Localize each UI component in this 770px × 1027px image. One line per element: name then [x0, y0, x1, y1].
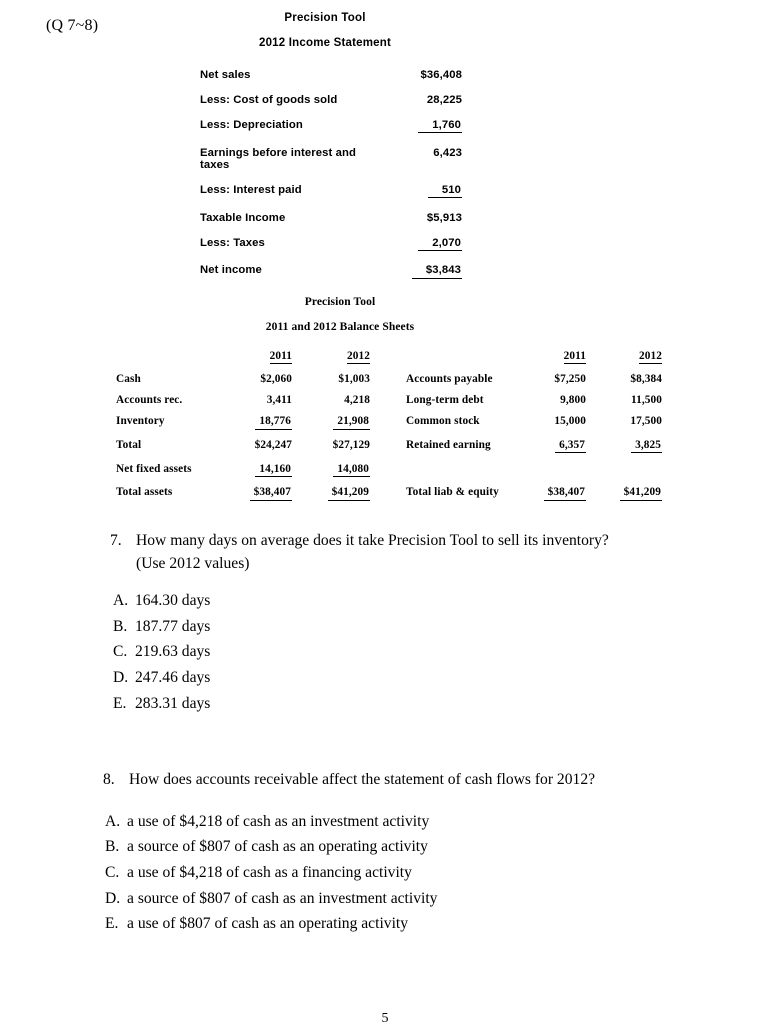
asset-label: Cash — [116, 372, 141, 385]
option-row[interactable] — [113, 670, 770, 686]
income-statement-row — [200, 62, 462, 87]
income-statement-value-text: 1,760 — [418, 119, 462, 134]
income-statement-row — [200, 87, 462, 112]
question-7-text: How many days on average does it take Precision Tool to sell its inventory? — [136, 532, 609, 549]
option-letter: D. — [113, 669, 129, 686]
option-row[interactable] — [113, 619, 770, 635]
income-statement-row-label: Less: Depreciation — [200, 118, 303, 131]
liability-2011-value — [510, 482, 586, 506]
income-statement-value-text: 28,225 — [426, 93, 462, 106]
income-statement-value-text: 2,070 — [418, 237, 462, 252]
asset-label: Total assets — [116, 486, 173, 499]
income-statement-row-value — [380, 140, 462, 177]
income-statement-value-text: 6,423 — [433, 146, 462, 159]
balance-sheet-row — [116, 434, 662, 458]
asset-2012-value-text: 14,080 — [333, 463, 370, 478]
option-row[interactable] — [105, 865, 770, 881]
asset-2012-value-text: 21,908 — [333, 415, 370, 430]
asset-2012-value — [292, 458, 370, 482]
assets-2011-header-text: 2011 — [269, 349, 292, 362]
option-letter: E. — [113, 694, 127, 712]
option-text: a source of $807 of cash as an operating activity — [127, 838, 428, 856]
option-letter: B. — [113, 617, 128, 635]
income-statement-row-value — [380, 258, 462, 286]
asset-2011-value: 3,411 — [266, 393, 292, 406]
liability-2011-value-text: $38,407 — [544, 486, 586, 501]
column-gap — [370, 345, 406, 368]
question-7-heading — [110, 530, 730, 553]
option-text: 164.30 days — [135, 592, 211, 610]
income-statement-row-value — [380, 62, 462, 87]
liability-2012-value-text: $41,209 — [620, 486, 662, 501]
question-7-subtext: (Use 2012 values) — [136, 554, 250, 572]
asset-label: Net fixed assets — [116, 462, 192, 475]
column-gap — [370, 368, 406, 389]
balance-sheet-row — [116, 458, 662, 482]
asset-label: Accounts rec. — [116, 393, 183, 406]
asset-2011-value-text: $38,407 — [250, 486, 292, 501]
option-row[interactable] — [113, 644, 770, 660]
income-statement-row-value — [380, 205, 462, 230]
income-statement-row-label: Net sales — [200, 68, 251, 81]
option-letter: B. — [105, 838, 120, 856]
column-gap — [370, 434, 406, 458]
liability-label: Retained earning — [406, 438, 491, 451]
income-statement-row — [200, 177, 462, 205]
asset-2011-value — [214, 482, 292, 506]
income-statement-row-label: Less: Cost of goods sold — [200, 93, 338, 106]
column-gap — [370, 389, 406, 410]
liability-2012-value-text: 3,825 — [631, 439, 662, 454]
option-row[interactable] — [113, 593, 770, 609]
question-set-label: (Q 7~8) — [46, 17, 99, 34]
option-text: a use of $4,218 of cash as an investment activity — [127, 812, 430, 830]
question-7-subtext-wrap — [110, 553, 730, 576]
income-statement-row-value — [380, 230, 462, 258]
option-row[interactable] — [113, 696, 770, 712]
option-letter: C. — [113, 643, 128, 661]
balance-sheet-block — [0, 296, 770, 505]
asset-2011-value — [214, 411, 292, 435]
income-statement-row-label: Taxable Income — [200, 211, 286, 224]
liability-label: Total liab & equity — [406, 486, 499, 499]
liability-2012-value — [586, 434, 662, 458]
option-letter: A. — [113, 592, 129, 610]
questions-block — [0, 530, 770, 942]
income-statement-row — [200, 205, 462, 230]
asset-2012-value — [292, 482, 370, 506]
option-row[interactable] — [105, 916, 770, 932]
asset-2012-value: $27,129 — [332, 438, 370, 451]
balance-sheet-row — [116, 389, 662, 410]
option-text: 283.31 days — [135, 694, 211, 712]
column-gap — [370, 411, 406, 435]
option-letter: C. — [105, 863, 120, 881]
column-gap — [370, 458, 406, 482]
asset-label: Total — [116, 438, 142, 451]
liabilities-2012-header-text: 2012 — [639, 349, 662, 362]
assets-header-spacer — [116, 345, 214, 368]
income-statement-row-value — [380, 112, 462, 140]
question-8-heading — [103, 769, 733, 792]
income-statement-row — [200, 230, 462, 258]
liability-2012-value: $8,384 — [630, 372, 662, 385]
balance-sheet-row — [116, 411, 662, 435]
asset-2012-value: 4,218 — [344, 393, 370, 406]
liability-2011-value: 9,800 — [560, 393, 586, 406]
balance-sheet-title: 2011 and 2012 Balance Sheets — [265, 321, 415, 333]
liability-label: Accounts payable — [406, 372, 493, 385]
income-statement-row — [200, 140, 462, 177]
income-statement-row-value — [380, 177, 462, 205]
option-text: a use of $4,218 of cash as a financing activity — [127, 863, 412, 881]
asset-2012-value: $1,003 — [338, 372, 370, 385]
liability-2011-value — [510, 458, 586, 482]
asset-2011-value-text: 18,776 — [255, 415, 292, 430]
liability-label: Common stock — [406, 415, 480, 428]
income-statement-value-text: $5,913 — [426, 211, 462, 224]
income-statement-row-label: Earnings before interest and taxes — [200, 146, 356, 171]
question-8-text: How does accounts receivable affect the statement of cash flows for 2012? — [129, 771, 596, 789]
assets-2012-header-text: 2012 — [347, 349, 370, 362]
balance-sheet-header-row — [116, 345, 662, 368]
income-statement-value-text: 510 — [428, 184, 462, 199]
income-statement-row — [200, 112, 462, 140]
question-8-number: 8. — [103, 771, 115, 789]
asset-2011-value: $24,247 — [254, 438, 292, 451]
liabilities-2012-header — [586, 345, 662, 368]
page-number: 5 — [381, 1011, 389, 1026]
option-row[interactable] — [105, 814, 770, 830]
liabilities-2011-header-text: 2011 — [563, 349, 586, 362]
assets-2011-header — [214, 345, 292, 368]
liability-2011-value — [510, 434, 586, 458]
liability-2012-value — [586, 482, 662, 506]
liability-label: Long-term debt — [406, 393, 484, 406]
liability-2011-value: $7,250 — [554, 372, 586, 385]
option-text: 219.63 days — [135, 643, 211, 661]
question-8-options — [105, 814, 770, 932]
income-statement-value-text: $3,843 — [412, 264, 462, 279]
liability-2011-value: 15,000 — [554, 415, 586, 428]
liabilities-2011-header — [510, 345, 586, 368]
question-7-options — [113, 593, 770, 711]
option-text: 247.46 days — [135, 669, 211, 686]
option-text: a use of $807 of cash as an operating activity — [127, 915, 409, 933]
income-statement-row — [200, 258, 462, 286]
option-row[interactable] — [105, 891, 770, 907]
balance-sheet-row — [116, 482, 662, 506]
liabilities-header-spacer — [406, 345, 510, 368]
asset-2012-value-text: $41,209 — [328, 486, 370, 501]
question-8-block — [0, 769, 770, 932]
question-7-block — [0, 530, 770, 711]
income-statement-title: 2012 Income Statement — [258, 37, 392, 49]
income-statement-row-value — [380, 87, 462, 112]
liability-2012-value: 11,500 — [630, 393, 662, 406]
balance-sheet-company: Precision Tool — [304, 296, 376, 308]
liability-2011-value-text: 6,357 — [555, 439, 586, 454]
asset-2011-value — [214, 458, 292, 482]
option-letter: A. — [105, 812, 121, 830]
income-statement-company: Precision Tool — [284, 12, 366, 24]
option-row[interactable] — [105, 839, 770, 855]
liability-2012-value: 17,500 — [630, 415, 662, 428]
asset-2011-value: $2,060 — [260, 372, 292, 385]
income-statement-value-text: $36,408 — [420, 68, 462, 81]
assets-2012-header — [292, 345, 370, 368]
asset-2011-value-text: 14,160 — [255, 463, 292, 478]
balance-sheet-table — [116, 345, 662, 505]
income-statement-row-label: Net income — [200, 264, 262, 277]
balance-sheet-row — [116, 368, 662, 389]
liability-label — [406, 458, 510, 482]
income-statement-table — [200, 62, 462, 286]
asset-label: Inventory — [116, 415, 165, 428]
option-letter: E. — [105, 915, 119, 933]
income-statement-row-label: Less: Taxes — [200, 236, 265, 249]
option-text: a source of $807 of cash as an investment activity — [127, 889, 438, 907]
liability-2012-value — [586, 458, 662, 482]
income-statement-block — [0, 12, 770, 286]
column-gap — [370, 482, 406, 506]
income-statement-row-label: Less: Interest paid — [200, 183, 302, 196]
asset-2012-value — [292, 411, 370, 435]
question-7-number: 7. — [110, 532, 122, 549]
option-letter: D. — [105, 889, 121, 907]
option-text: 187.77 days — [135, 617, 211, 635]
